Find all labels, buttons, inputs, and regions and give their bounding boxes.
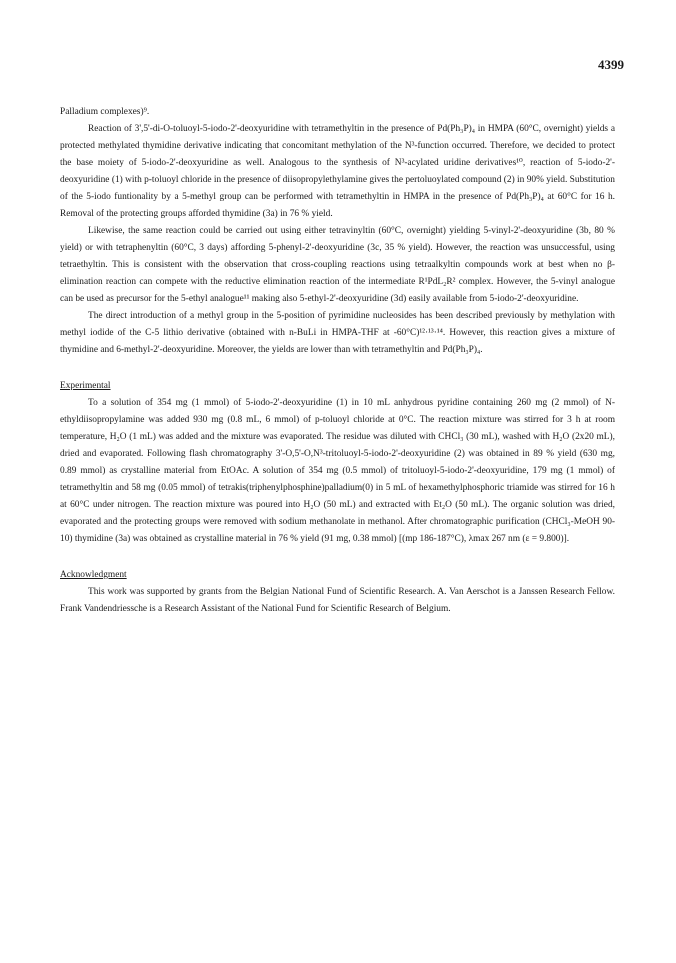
body-text bbox=[60, 104, 615, 618]
paragraph-methylation: Reaction of 3',5'-di-O-toluoyl-5-iodo-2'-deoxyuridine with tetramethyltin in the presence of Pd(Ph₃P)₄ in HMPA (60°C, overnight) yields a protected methylated thymidine derivative indicating that concomitant methylation of the N³-function occurred. Therefore, we decided to protect the base moiety of 5-iodo-2'-deoxyuridine as well. Analogous to the synthesis of N³-acylated uridine derivatives¹⁰, reaction of 5-iodo-2'-deoxyuridine (1) with p-toluoyl chloride in the presence of diisopropylethylamine gives the pertoluoylated compound (2) in 90% yield. Substitution of the 5-iodo funtionality by a 5-methyl group can be performed with tetramethyltin in HMPA in the presence of Pd(Ph₃P)₄ at 60°C for 16 h. Removal of the protecting groups afforded thymidine (3a) in 76 % yield. bbox=[60, 124, 615, 219]
paragraph-vinyl-phenyl: Likewise, the same reaction could be carried out using either tetravinyltin (60°C, overnight) yielding 5-vinyl-2'-deoxyuridine (3b, 80 % yield) or with tetraphenyltin (60°C, 3 days) affording 5-phenyl-2'-deoxyuridine (3c, 35 % yield). However, the reaction was unsuccessful, using tetraethyltin. This is consistent with the observation that cross-coupling reactions using tetraalkyltin compounds work at best when no β-elimination reaction can compete with the reductive elimination reaction of the intermediate R¹PdL₂R² complex. However, the 5-vinyl analogue can be used as precursor for the 5-ethyl analogue¹¹ making also 5-ethyl-2'-deoxyuridine (3d) easily available from 5-iodo-2'-deoxyuridine. bbox=[60, 226, 615, 304]
page-number: 4399 bbox=[598, 57, 624, 72]
paragraph-intro-tail: Palladium complexes)⁹. bbox=[60, 107, 150, 117]
acknowledgment-heading: Acknowledgment bbox=[60, 570, 127, 580]
paragraph-acknowledgment: This work was supported by grants from the Belgian National Fund of Scientific Research. A. Van Aerschot is a Janssen Research Fellow. Frank Vandendriessche is a Research Assistant of the National Fund for Scientific Research of Belgium. bbox=[60, 587, 615, 614]
paragraph-experimental: To a solution of 354 mg (1 mmol) of 5-iodo-2'-deoxyuridine (1) in 10 mL anhydrous pyridine containing 260 mg (2 mmol) of N-ethyldiisopropylamine was added 930 mg (0.8 mL, 6 mmol) of p-toluoyl chloride at 0°C. The reaction mixture was stirred for 3 h at room temperature, H₂O (1 mL) was added and the mixture was evaporated. The residue was diluted with CHCl₃ (30 mL), washed with H₂O (2x20 mL), dried and evaporated. Following flash chromatography 3'-O,5'-O,N³-tritoluoyl-5-iodo-2'-deoxyuridine (2) was obtained in 89 % yield (630 mg, 0.89 mmol) as crystalline material from EtOAc. A solution of 354 mg (0.5 mmol) of tritoluoyl-5-iodo-2'-deoxyuridine, 179 mg (1 mmol) of tetramethyltin and 58 mg (0.05 mmol) of tetrakis(triphenylphosphine)palladium(0) in 5 mL of hexamethylphosphoric triamide was stirred for 16 h at 60°C under nitrogen. The reaction mixture was poured into H₂O (50 mL) and extracted with Et₂O (50 mL). The organic solution was dried, evaporated and the protecting groups were removed with sodium methanolate in methanol. After chromatographic purification (CHCl₃-MeOH 90-10) thymidine (3a) was obtained as crystalline material in 76 % yield (91 mg, 0.38 mmol) [(mp 186-187°C), λmax 267 nm (ε = 9.800)]. bbox=[60, 398, 615, 544]
experimental-heading: Experimental bbox=[60, 381, 111, 391]
paragraph-direct-introduction: The direct introduction of a methyl group in the 5-position of pyrimidine nucleosides has been described previously by methylation with methyl iodide of the C-5 lithio derivative (obtained with n-BuLi in HMPA-THF at -60°C)¹²·¹³·¹⁴. However, this reaction gives a mixture of thymidine and 6-methyl-2'-deoxyuridine. Moreover, the yields are lower than with tetramethyltin and Pd(Ph₃P)₄. bbox=[60, 311, 615, 355]
